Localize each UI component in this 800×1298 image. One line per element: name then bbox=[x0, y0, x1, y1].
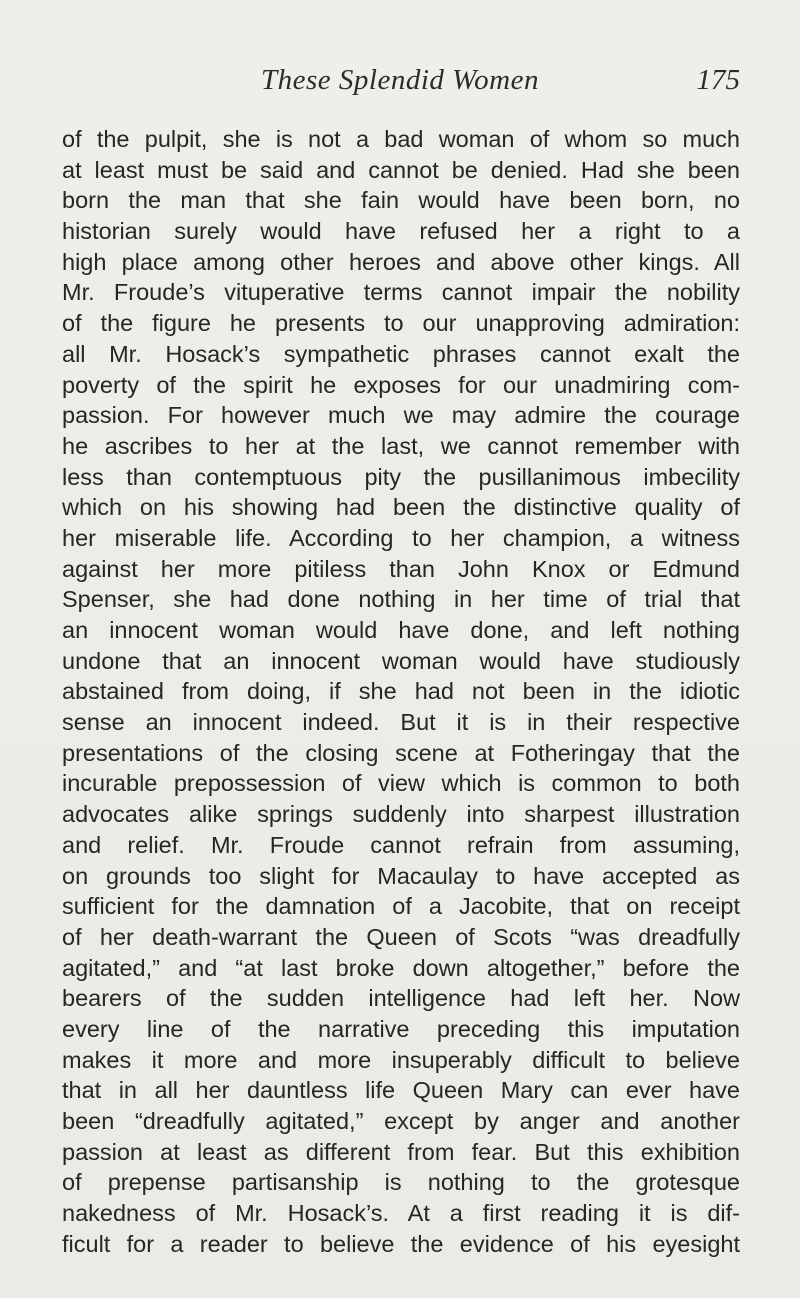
text-line: that in all her dauntless life Queen Mary can ever have bbox=[62, 1077, 740, 1104]
running-head bbox=[60, 62, 740, 102]
text-line: high place among other heroes and above other kings. All bbox=[62, 248, 740, 275]
page-number: 175 bbox=[696, 64, 740, 96]
text-line: Spenser, she had done nothing in her time of trial that bbox=[62, 586, 740, 613]
text-line: abstained from doing, if she had not been in the idiotic bbox=[62, 678, 740, 705]
text-line: on grounds too slight for Macaulay to have accepted as bbox=[62, 862, 740, 889]
text-line: against her more pitiless than John Knox or Edmund bbox=[62, 555, 740, 582]
text-line: sufficient for the damnation of a Jacobite, that on receipt bbox=[62, 893, 740, 920]
body-text bbox=[62, 124, 740, 1259]
text-line: incurable prepossession of view which is common to both bbox=[62, 770, 740, 797]
text-line: sense an innocent indeed. But it is in their respective bbox=[62, 709, 740, 736]
text-line: of the figure he presents to our unapproving admiration: bbox=[62, 310, 740, 337]
text-line: an innocent woman would have done, and left nothing bbox=[62, 617, 740, 643]
text-line: nakedness of Mr. Hosack’s. At a first reading it is dif- bbox=[62, 1200, 740, 1227]
text-line: every line of the narrative preceding this imputation bbox=[62, 1015, 740, 1042]
text-line: been “dreadfully agitated,” except by anger and another bbox=[62, 1108, 740, 1134]
text-line: of the pulpit, she is not a bad woman of whom so much bbox=[62, 126, 740, 152]
text-line: poverty of the spirit he exposes for our unadmiring com- bbox=[62, 371, 740, 398]
text-line: historian surely would have refused her a right to a bbox=[62, 218, 740, 245]
text-line: passion at least as different from fear. But this exhibition bbox=[62, 1138, 740, 1165]
text-line: he ascribes to her at the last, we cannot remember with bbox=[62, 432, 740, 459]
text-line: Mr. Froude’s vituperative terms cannot impair the nobility bbox=[62, 279, 740, 306]
text-line: all Mr. Hosack’s sympathetic phrases cannot exalt the bbox=[62, 340, 740, 367]
text-line: ficult for a reader to believe the evidence of his eyesight bbox=[62, 1230, 740, 1257]
text-line: and relief. Mr. Froude cannot refrain from assuming, bbox=[62, 831, 740, 858]
text-line: agitated,” and “at last broke down altogether,” before the bbox=[62, 954, 740, 981]
text-line: makes it more and more insuperably difficult to believe bbox=[62, 1046, 740, 1073]
text-line: of prepense partisanship is nothing to the grotesque bbox=[62, 1169, 740, 1196]
text-line: her miserable life. According to her champion, a witness bbox=[62, 524, 740, 551]
text-line: bearers of the sudden intelligence had left her. Now bbox=[62, 985, 740, 1012]
text-line: of her death-warrant the Queen of Scots “was dreadfully bbox=[62, 923, 740, 950]
text-line: undone that an innocent woman would have studiously bbox=[62, 647, 740, 674]
running-head-title: These Splendid Women bbox=[261, 64, 539, 96]
text-line: born the man that she fain would have been born, no bbox=[62, 187, 740, 214]
text-line: less than contemptuous pity the pusillanimous imbecility bbox=[62, 463, 740, 490]
text-line: at least must be said and cannot be denied. Had she been bbox=[62, 156, 740, 183]
text-line: advocates alike springs suddenly into sharpest illustration bbox=[62, 801, 740, 828]
text-line: which on his showing had been the distinctive quality of bbox=[62, 494, 740, 521]
text-line: presentations of the closing scene at Fotheringay that the bbox=[62, 739, 740, 766]
text-line: passion. For however much we may admire the courage bbox=[62, 402, 740, 429]
